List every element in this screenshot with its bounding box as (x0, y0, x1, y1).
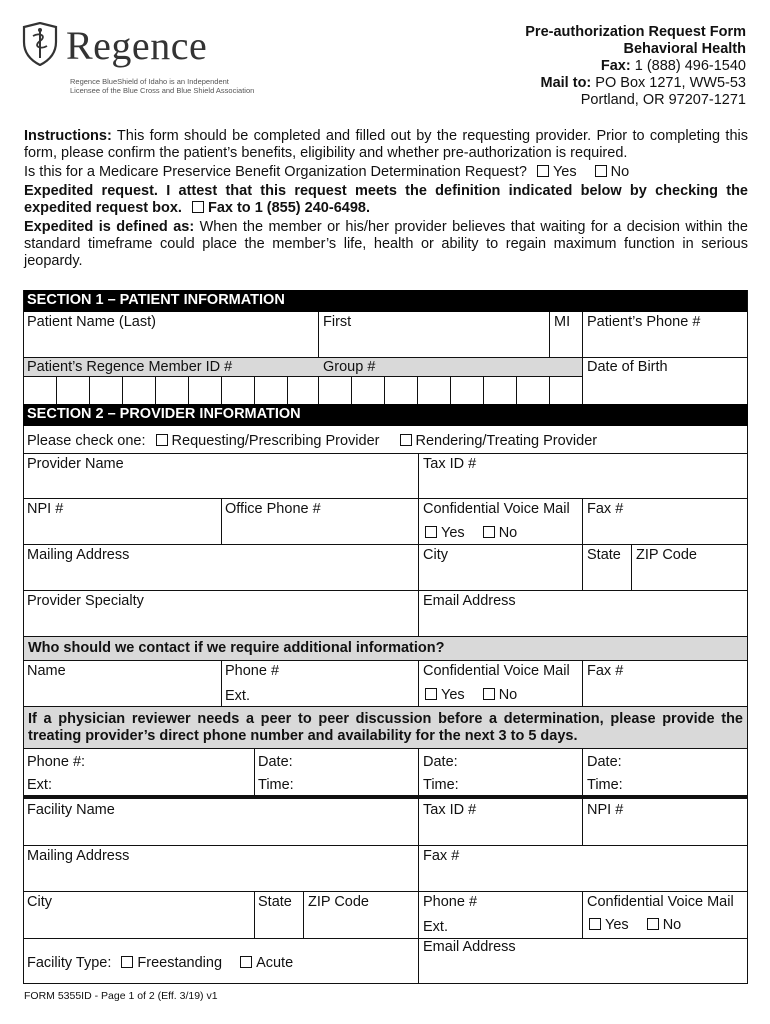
member-id-digit-box[interactable] (189, 377, 222, 404)
member-id-label: Patient’s Regence Member ID # (27, 359, 233, 375)
contact-ext-field[interactable]: Ext. (225, 688, 250, 704)
provider-state-field[interactable]: State (587, 547, 621, 563)
mail-city-line: Portland, OR 97207-1271 (580, 92, 746, 108)
fax-line: Fax: 1 (888) 496-1540 (600, 58, 746, 74)
facility-type-row: Facility Type: Freestanding Acute (27, 955, 294, 971)
acute-checkbox[interactable] (240, 956, 252, 968)
facility-city-field[interactable]: City (27, 894, 52, 910)
patient-first-name-field[interactable]: First (323, 314, 352, 330)
member-id-digit-box[interactable] (255, 377, 288, 404)
rendering-provider-checkbox[interactable] (400, 434, 412, 446)
section1-header: SECTION 1 – PATIENT INFORMATION (23, 290, 748, 312)
provider-conf-vm-options: Yes No (419, 525, 517, 541)
provider-conf-vm-label: Confidential Voice Mail (423, 501, 570, 517)
member-id-digit-box[interactable] (222, 377, 255, 404)
member-id-digit-box[interactable] (24, 377, 57, 404)
provider-type-row: Please check one: Requesting/Prescribing Provider Rendering/Treating Provider (27, 433, 598, 449)
member-id-digit-box[interactable] (156, 377, 189, 404)
provider-specialty-field[interactable]: Provider Specialty (27, 593, 144, 609)
provider-vm-no-checkbox[interactable] (483, 526, 495, 538)
member-id-digit-box[interactable] (288, 377, 319, 404)
facility-ext-field[interactable]: Ext. (423, 919, 448, 935)
facility-name-field[interactable]: Facility Name (27, 802, 115, 818)
expedited-attest: Expedited request. I attest that this request meets the definition indicated below by checking the expedited request box. Fax to 1 (855) 240-6498. (24, 183, 748, 216)
peer-time-2[interactable]: Time: (423, 777, 459, 793)
requesting-provider-checkbox[interactable] (156, 434, 168, 446)
peer-divider-thick (23, 795, 748, 799)
freestanding-checkbox[interactable] (121, 956, 133, 968)
provider-vm-yes-checkbox[interactable] (425, 526, 437, 538)
facility-state-field[interactable]: State (258, 894, 292, 910)
form-subtitle: Behavioral Health (623, 41, 746, 57)
facility-phone-field[interactable]: Phone # (423, 894, 478, 910)
expedited-definition: Expedited is defined as: When the member or his/her provider believes that waiting for a decision within the standard timeframe could place the member’s life, health or ability to regain maximum function in serious jeopardy. (24, 219, 748, 269)
facility-conf-vm-options: Yes No (583, 917, 681, 933)
office-phone-field[interactable]: Office Phone # (225, 501, 321, 517)
group-label: Group # (323, 359, 376, 375)
patient-last-name-field[interactable]: Patient Name (Last) (27, 314, 156, 330)
peer-phone-field[interactable]: Phone #: (27, 754, 86, 770)
member-id-digit-box[interactable] (90, 377, 123, 404)
group-digit-box[interactable] (352, 377, 385, 404)
logo-sub-line2: Licensee of the Blue Cross and Blue Shield Association (70, 86, 255, 95)
facility-mailing-address-field[interactable]: Mailing Address (27, 848, 130, 864)
provider-npi-field[interactable]: NPI # (27, 501, 64, 517)
provider-email-field[interactable]: Email Address (423, 593, 516, 609)
group-digit-box[interactable] (319, 377, 352, 404)
peer-date-3[interactable]: Date: (587, 754, 622, 770)
peer-time-1[interactable]: Time: (258, 777, 294, 793)
mail-line: Mail to: PO Box 1271, WW5-53 (540, 75, 746, 91)
provider-mailing-address-field[interactable]: Mailing Address (27, 547, 130, 563)
dob-field[interactable]: Date of Birth (587, 359, 668, 375)
medicare-question: Is this for a Medicare Preservice Benefit Organization Determination Request? Yes No (24, 164, 630, 180)
patient-mi-field[interactable]: MI (554, 314, 571, 330)
group-digit-box[interactable] (550, 377, 583, 404)
contact-vm-no-checkbox[interactable] (483, 688, 495, 700)
peer-time-3[interactable]: Time: (587, 777, 623, 793)
group-digit-box[interactable] (418, 377, 451, 404)
logo-wordmark: Regence (66, 23, 208, 68)
provider-tax-id-field[interactable]: Tax ID # (423, 456, 477, 472)
patient-phone-field[interactable]: Patient’s Phone # (587, 314, 701, 330)
instructions-text: Instructions: This form should be completed and filled out by the requesting provider. Prior to completing this form, please confirm the patient’s benefits, eligibility and whether pre-authorization is required. (24, 128, 748, 161)
contact-conf-vm-options: Yes No (419, 687, 517, 703)
group-digit-box[interactable] (517, 377, 550, 404)
provider-city-field[interactable]: City (423, 547, 448, 563)
facility-conf-vm-label: Confidential Voice Mail (587, 894, 734, 910)
group-digit-box[interactable] (385, 377, 418, 404)
member-id-digit-box[interactable] (57, 377, 90, 404)
section2-header: SECTION 2 – PROVIDER INFORMATION (23, 404, 748, 426)
peer-date-1[interactable]: Date: (258, 754, 293, 770)
contact-conf-vm-label: Confidential Voice Mail (423, 663, 570, 679)
provider-name-field[interactable]: Provider Name (27, 456, 124, 472)
contact-name-field[interactable]: Name (27, 663, 66, 679)
facility-email-field[interactable]: Email Address (423, 939, 516, 955)
facility-fax-field[interactable]: Fax # (423, 848, 460, 864)
contact-header: Who should we contact if we require additional information? (24, 637, 747, 660)
peer-to-peer-header: If a physician reviewer needs a peer to peer discussion before a determination, please provide the treating provider’s direct phone number and availability for the next 3 to 5 days. (24, 707, 747, 748)
facility-vm-no-checkbox[interactable] (647, 918, 659, 930)
contact-vm-yes-checkbox[interactable] (425, 688, 437, 700)
facility-vm-yes-checkbox[interactable] (589, 918, 601, 930)
contact-fax-field[interactable]: Fax # (587, 663, 624, 679)
facility-tax-id-field[interactable]: Tax ID # (423, 802, 477, 818)
logo-sub-line1: Regence BlueShield of Idaho is an Independent (70, 77, 229, 86)
form-footer: FORM 5355ID - Page 1 of 2 (Eff. 3/19) v1 (24, 990, 218, 1002)
group-digit-box[interactable] (484, 377, 517, 404)
peer-date-2[interactable]: Date: (423, 754, 458, 770)
facility-npi-field[interactable]: NPI # (587, 802, 624, 818)
group-digit-box[interactable] (451, 377, 484, 404)
provider-fax-field[interactable]: Fax # (587, 501, 624, 517)
provider-zip-field[interactable]: ZIP Code (636, 547, 697, 563)
peer-ext-field[interactable]: Ext: (27, 777, 52, 793)
contact-phone-field[interactable]: Phone # (225, 663, 280, 679)
facility-zip-field[interactable]: ZIP Code (308, 894, 369, 910)
member-id-digit-box[interactable] (123, 377, 156, 404)
form-title: Pre-authorization Request Form (525, 24, 746, 40)
